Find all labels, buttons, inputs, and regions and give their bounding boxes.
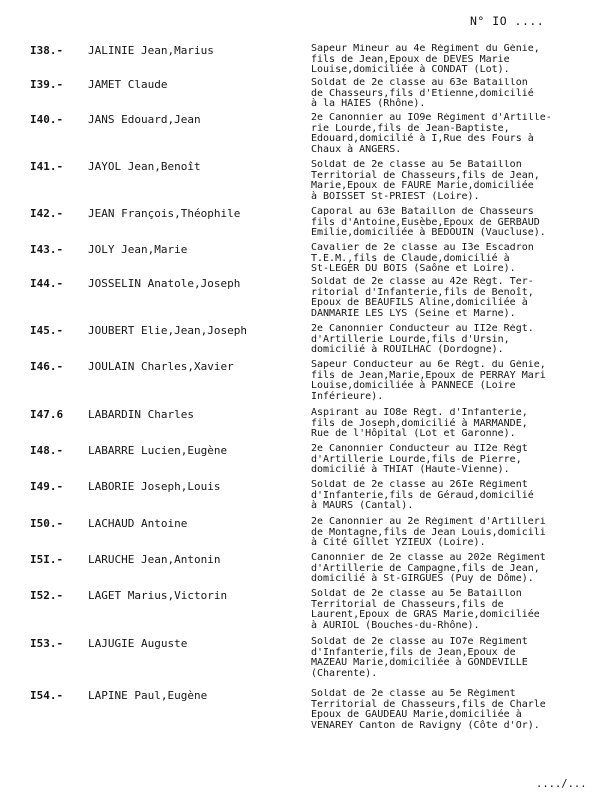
- page-number: N° IO ....: [470, 14, 545, 28]
- entry-number: I50.-: [30, 517, 64, 530]
- entry-list: [0, 44, 599, 737]
- entry-name: LAGET Marius,Victorin: [88, 589, 228, 602]
- continuation-marker: ..../...: [536, 778, 587, 790]
- entry-number: I40.-: [30, 113, 64, 126]
- list-item: [0, 324, 599, 360]
- entry-description: Soldat de 2e classe au 42e Régt. Ter- ritorial d'Infanterie,fils de Benoît, Epoux de BEAUFILS Aline,domiciliée à DANMARIE LES LYS (Seine et Marne).: [311, 277, 534, 319]
- entry-description: 2e Canonnier au 2e Régiment d'Artilleri de Montagne,fils de Jean Louis,domicili à Cité Gillet YZIEUX (Loire).: [311, 517, 546, 549]
- entry-name: LARUCHE Jean,Antonin: [88, 553, 221, 566]
- entry-number: I39.-: [30, 78, 64, 91]
- list-item: [0, 78, 599, 113]
- entry-name: LABARRE Lucien,Eugène: [88, 444, 228, 457]
- entry-name: LABARDIN Charles: [88, 408, 194, 421]
- list-item: [0, 444, 599, 480]
- entry-description: Soldat de 2e classe au 5e Bataillon Territorial de Chasseurs,fils de Laurent,Epoux de GRAS Marie,domiciliée à AURIOL (Bouches-du-Rhône).: [311, 589, 540, 631]
- list-item: [0, 113, 599, 160]
- entry-description: 2e Canonnier Conducteur au II2e Régt d'Artillerie Lourde,fils de Pierre, domicilié à THIAT (Haute-Vienne).: [311, 444, 528, 476]
- entry-number: I46.-: [30, 360, 64, 373]
- list-item: [0, 277, 599, 324]
- list-item: [0, 160, 599, 207]
- entry-number: I52.-: [30, 589, 64, 602]
- entry-name: LABORIE Joseph,Louis: [88, 480, 221, 493]
- list-item: [0, 480, 599, 517]
- entry-number: I49.-: [30, 480, 64, 493]
- entry-description: 2e Canonnier Conducteur au II2e Régt. d'Artillerie Lourde,fils d'Ursin, domicilié à ROUILHAC (Dordogne).: [311, 324, 534, 356]
- list-item: [0, 44, 599, 78]
- entry-number: I48.-: [30, 444, 64, 457]
- entry-number: I53.-: [30, 637, 64, 650]
- entry-number: I43.-: [30, 243, 64, 256]
- entry-number: I5I.-: [30, 553, 64, 566]
- entry-name: JAYOL Jean,Benoît: [88, 160, 201, 173]
- entry-number: I38.-: [30, 44, 64, 57]
- list-item: [0, 243, 599, 277]
- entry-number: I54.-: [30, 689, 64, 702]
- entry-name: JOUBERT Elie,Jean,Joseph: [88, 324, 247, 337]
- list-item: [0, 408, 599, 444]
- entry-name: LAPINE Paul,Eugène: [88, 689, 208, 702]
- entry-description: Sapeur Conducteur au 6e Régt. du Génie, fils de Jean,Marie,Epoux de PERRAY Mari Louise,domiciliée à PANNECE (Loire Inférieure).: [311, 360, 546, 402]
- list-item: [0, 207, 599, 243]
- entry-name: LAJUGIE Auguste: [88, 637, 188, 650]
- entry-name: JAMET Claude: [88, 78, 168, 91]
- entry-number: I47.6: [30, 408, 64, 421]
- entry-number: I41.-: [30, 160, 64, 173]
- list-item: [0, 360, 599, 408]
- entry-number: I45.-: [30, 324, 64, 337]
- entry-name: JALINIE Jean,Marius: [88, 44, 214, 57]
- list-item: [0, 517, 599, 553]
- entry-description: Soldat de 2e classe au 26Ie Régiment d'Infanterie,fils de Géraud,domicilié à MAURS (Cantal).: [311, 480, 534, 512]
- entry-description: Canonnier de 2e classe au 202e Régiment d'Artillerie de Campagne,fils de Jean, domicilié à St-GIRGUES (Puy de Dôme).: [311, 553, 546, 585]
- entry-name: JEAN François,Théophile: [88, 207, 241, 220]
- entry-name: JOSSELIN Anatole,Joseph: [88, 277, 241, 290]
- entry-number: I42.-: [30, 207, 64, 220]
- entry-name: JANS Edouard,Jean: [88, 113, 201, 126]
- entry-description: Caporal au 63e Bataillon de Chasseurs fils d'Antoine,Eusèbe,Epoux de GERBAUD Emilie,domiciliée à BEDOUIN (Vaucluse).: [311, 207, 546, 239]
- entry-name: JOLY Jean,Marie: [88, 243, 188, 256]
- entry-description: Sapeur Mineur au 4e Régiment du Génie, fils de Jean,Epoux de DEVES Marie Louise,domiciliée à CONDAT (Lot).: [311, 44, 540, 76]
- entry-name: LACHAUD Antoine: [88, 517, 188, 530]
- entry-description: Soldat de 2e classe au IO7e Régiment d'Infanterie,fils de Jean,Epoux de MAZEAU Marie,domiciliée à GONDEVILLE (Charente).: [311, 637, 528, 679]
- entry-description: Cavalier de 2e classe au I3e Escadron T.E.M.,fils de Claude,domicilié à St-LEGER DU BOIS (Saône et Loire).: [311, 243, 534, 275]
- entry-description: Soldat de 2e classe au 5e Régiment Territorial de Chasseurs,fils de Charle Epoux de GAUDEAU Marie,domiciliée à VENAREY Canton de Ravigny (Côte d'Or).: [311, 689, 546, 731]
- list-item: [0, 689, 599, 737]
- entry-description: 2e Canonnier au IO9e Régiment d'Artille- rie Lourde,fils de Jean-Baptiste, Edouard,domicilié à I,Rue des Fours à Chaux à ANGERS.: [311, 113, 552, 155]
- entry-description: Aspirant au IO8e Régt. d'Infanterie, fils de Joseph,domicilié à MARMANDE, Rue de l'Hôpital (Lot et Garonne).: [311, 408, 528, 440]
- list-item: [0, 553, 599, 589]
- list-item: [0, 589, 599, 637]
- entry-description: Soldat de 2e classe au 5e Bataillon Territorial de Chasseurs,fils de Jean, Marie,Epoux de FAURE Marie,domiciliée à BOISSET St-PRIEST (Loire).: [311, 160, 540, 202]
- entry-name: JOULAIN Charles,Xavier: [88, 360, 234, 373]
- entry-number: I44.-: [30, 277, 64, 290]
- list-item: [0, 637, 599, 689]
- entry-description: Soldat de 2e classe au 63e Bataillon de Chasseurs,fils d'Etienne,domicilié à la HAIES (Rhône).: [311, 78, 534, 110]
